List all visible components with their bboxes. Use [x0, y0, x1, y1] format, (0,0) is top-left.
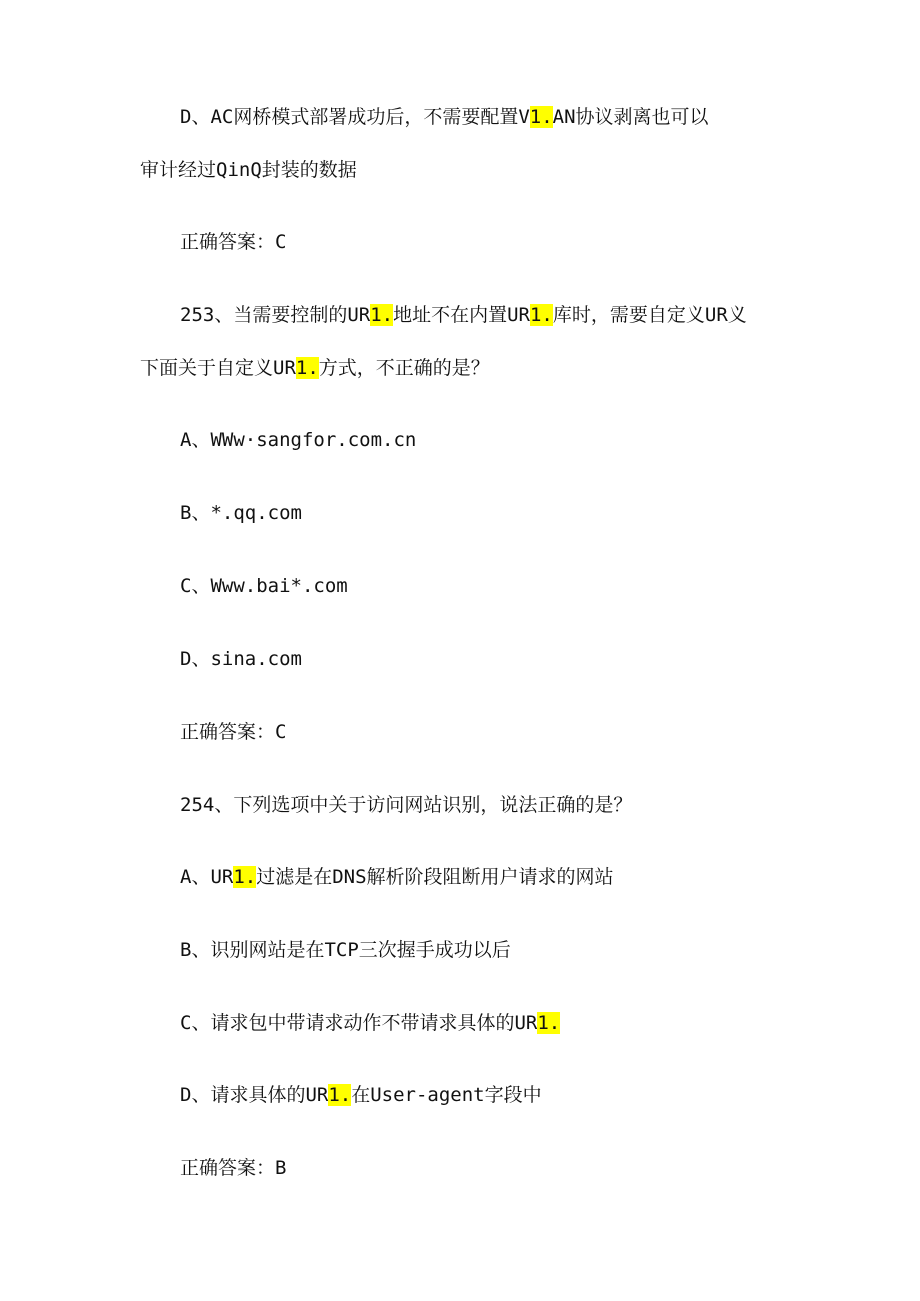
- q253-answer: 正确答案：C: [180, 721, 287, 743]
- q254-answer: 正确答案：B: [180, 1157, 287, 1179]
- q252-answer: 正确答案：C: [180, 231, 287, 253]
- q254-option-c: [180, 1010, 560, 1036]
- text-segment: 253、当需要控制的UR: [180, 304, 371, 326]
- text-segment: 方式，不正确的是？: [318, 357, 490, 379]
- q254-option-a: [180, 864, 614, 890]
- q252-option-d-line1: [180, 104, 709, 130]
- highlighted-text: 1.: [328, 1084, 352, 1106]
- text-segment: 过滤是在DNS解析阶段阻断用户请求的网站: [256, 866, 614, 888]
- q253-option-b: B、*.qq.com: [180, 502, 302, 524]
- q254-option-d: [180, 1082, 542, 1108]
- q253-stem-line1: [180, 302, 747, 328]
- highlighted-text: 1.: [529, 106, 553, 128]
- text-segment: 下面关于自定义UR: [140, 357, 296, 379]
- text-segment: A、UR: [180, 866, 234, 888]
- highlighted-text: 1.: [370, 304, 394, 326]
- highlighted-text: 1.: [537, 1012, 561, 1034]
- q253-stem-line2: [140, 355, 490, 381]
- q254-stem: 254、下列选项中关于访问网站识别，说法正确的是？: [180, 794, 633, 816]
- text-segment: 在User-agent字段中: [351, 1084, 542, 1106]
- q253-option-a: A、WWw·sangfor.com.cn: [180, 429, 417, 451]
- q253-option-d: D、sina.com: [180, 648, 302, 670]
- highlighted-text: 1.: [529, 304, 553, 326]
- text-segment: D、请求具体的UR: [180, 1084, 329, 1106]
- highlighted-text: 1.: [295, 357, 319, 379]
- text-segment: AN协议剥离也可以: [552, 106, 709, 128]
- q253-option-c: C、Www.bai*.com: [180, 575, 348, 597]
- highlighted-text: 1.: [233, 866, 257, 888]
- text-segment: D、AC网桥模式部署成功后，不需要配置V: [180, 106, 530, 128]
- text-segment: 地址不在内置UR: [393, 304, 530, 326]
- text-segment: 库时，需要自定义UR义: [552, 304, 747, 326]
- text-segment: C、请求包中带请求动作不带请求具体的UR: [180, 1012, 538, 1034]
- q252-option-d-line2: 审计经过QinQ封装的数据: [140, 159, 357, 181]
- q254-option-b: B、识别网站是在TCP三次握手成功以后: [180, 939, 511, 961]
